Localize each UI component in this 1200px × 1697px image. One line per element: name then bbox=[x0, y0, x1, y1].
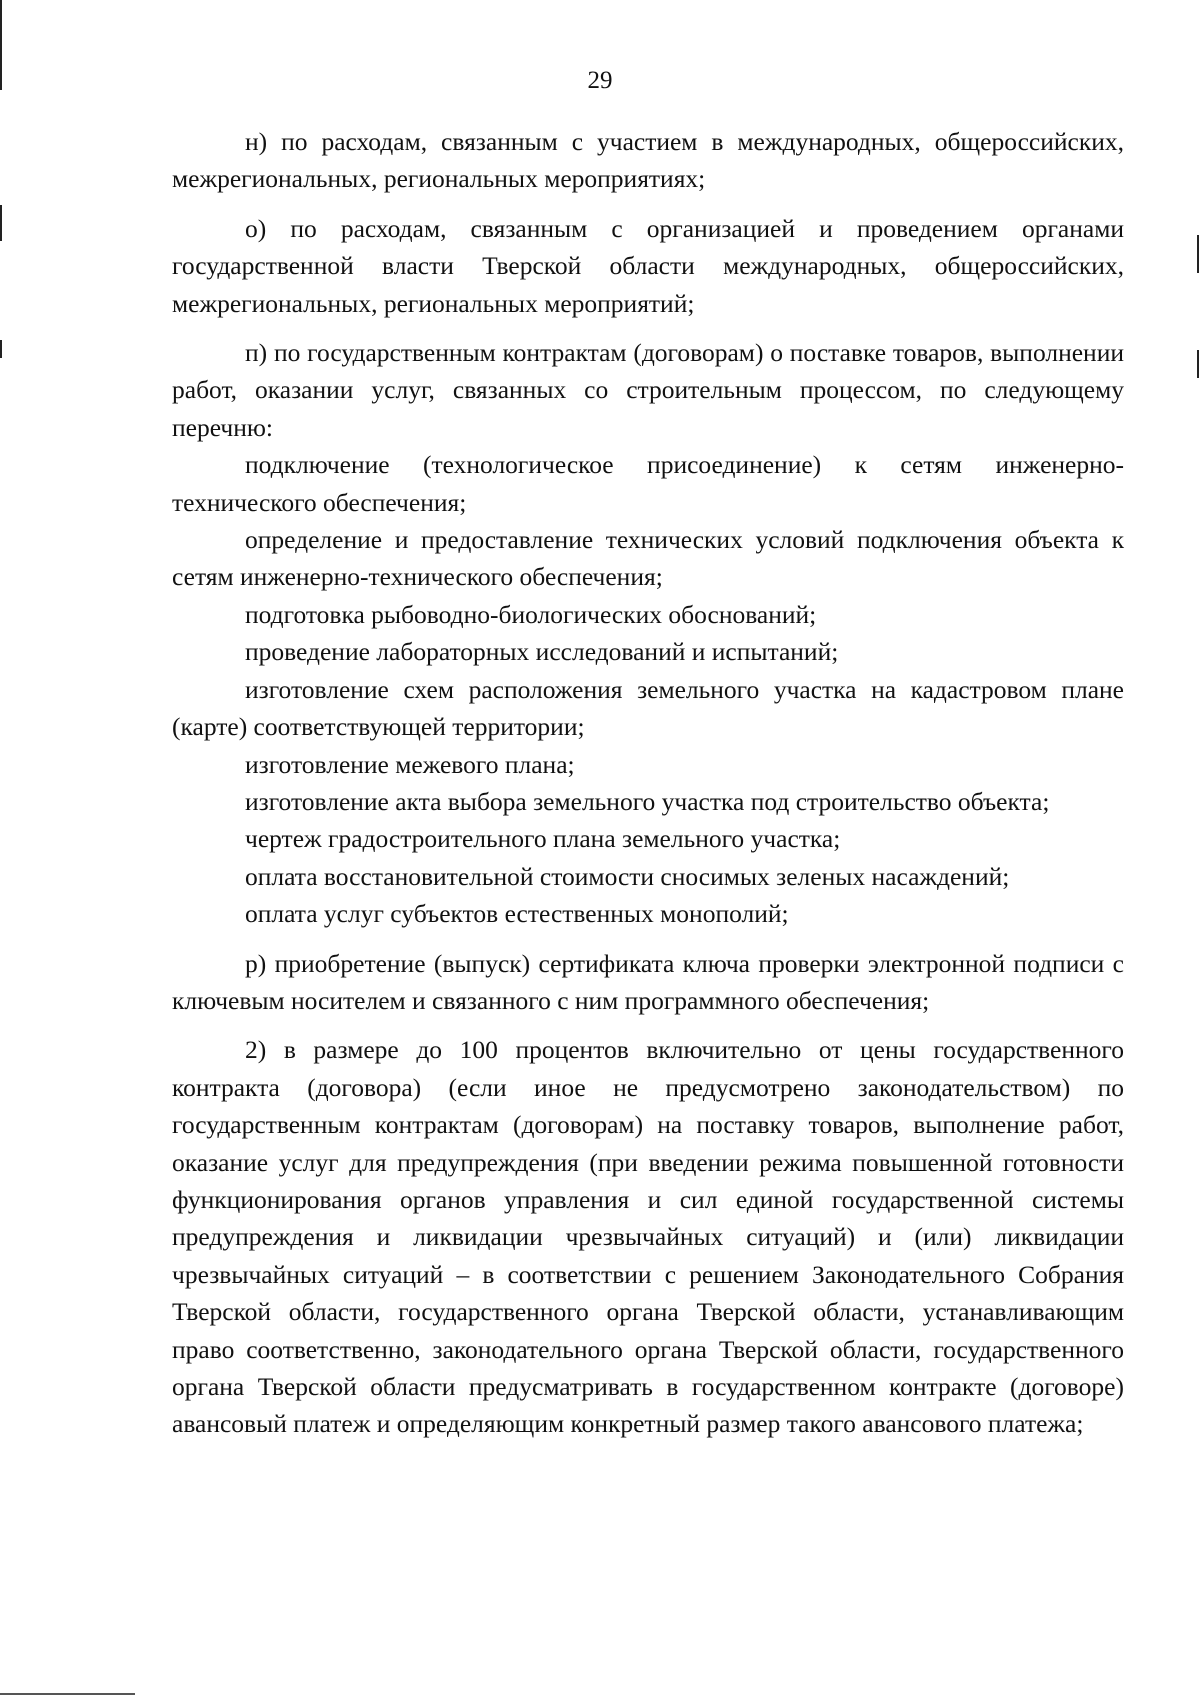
scan-edge-mark bbox=[1197, 350, 1199, 378]
paragraph-item-2: 2) в размере до 100 процентов включительно от цены государственного контракта (договора) (если иное не предусмотрено законодательством) по государственным контрактам (договорам) на поставку товаров, выполнение работ, оказание услуг для предупреждения (при введении режима повышенной готовности функционирования органов управления и сил единой государственной системы предупреждения и ликвидации чрезвычайных ситуаций) и (или) ликвидации чрезвычайных ситуаций – в соответствии с решением Законодательного Собрания Тверской области, государственного органа Тверской области, устанавливающим право соответственно, законодательного органа Тверской области, государственного органа Тверской области предусматривать в государственном контракте (договоре) авансовый платеж и определяющим конкретный размер такого авансового платежа; bbox=[172, 1035, 1124, 1439]
scan-edge-mark bbox=[0, 1693, 135, 1695]
list-item: подключение (технологическое присоединение) к сетям инженерно-технического обеспечения; bbox=[172, 450, 1124, 517]
list-item: проведение лабораторных исследований и испытаний; bbox=[245, 637, 839, 667]
list-item: определение и предоставление технических условий подключения объекта к сетям инженерно-технического обеспечения; bbox=[172, 525, 1124, 592]
scan-edge-mark bbox=[0, 205, 2, 241]
scan-edge-mark bbox=[0, 340, 2, 358]
page-number: 29 bbox=[587, 67, 613, 94]
list-item: подготовка рыбоводно-биологических обоснований; bbox=[245, 599, 817, 629]
document-body bbox=[172, 123, 1124, 1443]
list-item: оплата восстановительной стоимости сносимых зеленых насаждений; bbox=[245, 861, 1010, 891]
paragraph-item-r: р) приобретение (выпуск) сертификата ключа проверки электронной подписи с ключевым носителем и связанного с ним программного обеспечения; bbox=[172, 948, 1124, 1015]
list-item: изготовление акта выбора земельного участка под строительство объекта; bbox=[245, 786, 1050, 816]
list-item: оплата услуг субъектов естественных монополий; bbox=[245, 899, 789, 929]
list-item: изготовление межевого плана; bbox=[245, 749, 575, 779]
scan-edge-mark bbox=[1197, 235, 1199, 273]
paragraph-item-o: о) по расходам, связанным с организацией и проведением органами государственной власти Тверской области международных, общероссийских, межрегиональных, региональных мероприятий; bbox=[172, 213, 1124, 318]
paragraph-item-n: н) по расходам, связанным с участием в международных, общероссийских, межрегиональных, региональных мероприятиях; bbox=[172, 127, 1124, 194]
list-item: чертеж градостроительного плана земельного участка; bbox=[245, 824, 841, 854]
paragraph-item-p: п) по государственным контрактам (договорам) о поставке товаров, выполнении работ, оказании услуг, связанных со строительным процессом, по следующему перечню: bbox=[172, 338, 1124, 442]
list-item: изготовление схем расположения земельного участка на кадастровом плане (карте) соответствующей территории; bbox=[172, 674, 1124, 742]
